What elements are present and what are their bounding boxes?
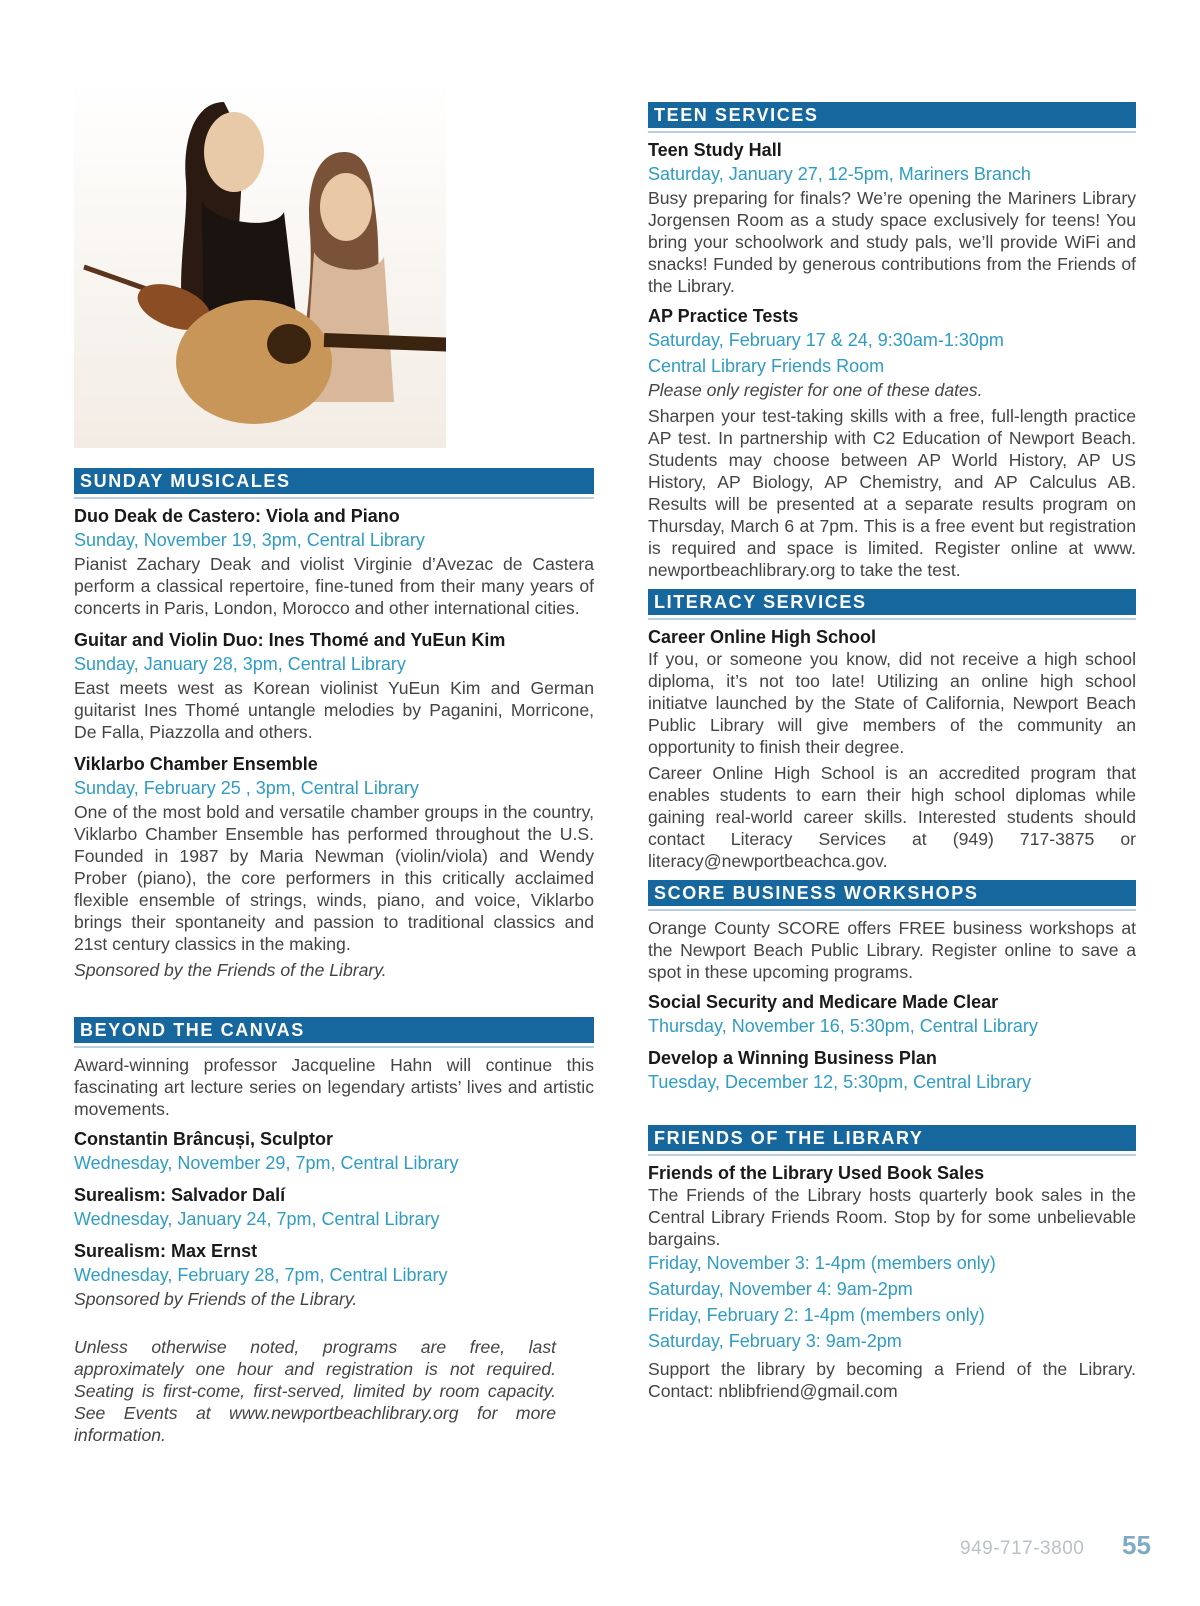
event-location: Central Library Friends Room: [648, 356, 885, 376]
event-date: Sunday, November 19, 3pm, Central Library: [74, 530, 425, 550]
event-description: Career Online High School is an accredited program that enables students to earn their high school diplomas while gaining real-world career skills. Interested students should contact Literacy Services at (949) 717-3875 or literacy@newportbeachca.gov.: [648, 763, 1136, 871]
event-date: Wednesday, January 24, 7pm, Central Library: [74, 1209, 440, 1229]
event-date: Sunday, February 25 , 3pm, Central Library: [74, 778, 419, 798]
programs-note: Unless otherwise noted, programs are free, last approximately one hour and registration is not required. Seating is first-come, first-served, limited by room capacity. See Events at www.newportbeachlibrary.org for more information.: [74, 1337, 556, 1445]
event-description: Busy preparing for finals? We’re opening the Mariners Library Jorgensen Room as a study space exclusively for teens! You bring your schoolwork and study pals, we’ll provide WiFi and snacks! Funded by generous contributions from the Friends of the Library.: [648, 188, 1136, 296]
event-date: Tuesday, December 12, 5:30pm, Central Library: [648, 1072, 1032, 1092]
event-title: Guitar and Violin Duo: Ines Thomé and YuEun Kim: [74, 630, 506, 650]
event-title: Develop a Winning Business Plan: [648, 1048, 937, 1068]
sale-date: Friday, November 3: 1-4pm (members only): [648, 1253, 996, 1273]
event-title: Surealism: Salvador Dalí: [74, 1185, 286, 1205]
section-intro: Orange County SCORE offers FREE business workshops at the Newport Beach Public Library. Register online to save a spot in these upcoming programs.: [648, 918, 1136, 982]
sponsor-note: Sponsored by the Friends of the Library.: [74, 960, 387, 980]
sale-date: Saturday, February 3: 9am-2pm: [648, 1331, 902, 1351]
sponsor-note: Sponsored by Friends of the Library.: [74, 1289, 358, 1309]
event-description: Pianist Zachary Deak and violist Virginie d’Avezac de Castera perform a classical repertoire, fine-tuned from their many years of concerts in Paris, London, Morocco and other international cities.: [74, 554, 594, 618]
section-header-sunday-musicales: SUNDAY MUSICALES: [74, 468, 594, 497]
event-date: Saturday, January 27, 12-5pm, Mariners Branch: [648, 164, 1031, 184]
event-title: Duo Deak de Castero: Viola and Piano: [74, 506, 400, 526]
support-note: Support the library by becoming a Friend of the Library. Contact: nblibfriend@gmail.com: [648, 1359, 1136, 1401]
event-date: Wednesday, February 28, 7pm, Central Library: [74, 1265, 448, 1285]
event-date: Thursday, November 16, 5:30pm, Central Library: [648, 1016, 1038, 1036]
event-title: Career Online High School: [648, 627, 877, 647]
event-title: Friends of the Library Used Book Sales: [648, 1163, 985, 1183]
right-column: [648, 0, 1136, 1402]
event-description: One of the most bold and versatile chamber groups in the country, Viklarbo Chamber Ensemble has performed throughout the U.S. Founded in 1987 by Maria Newman (violin/viola) and Wendy Prober (piano), the core performers in this critically acclaimed flexible ensemble of strings, winds, piano, and voice, Viklarbo brings their spontaneity and passion to traditional classics and 21st century classics in the making.: [74, 802, 594, 954]
sale-date: Friday, February 2: 1-4pm (members only): [648, 1305, 985, 1325]
section-header-score-business-workshops: SCORE BUSINESS WORKSHOPS: [648, 880, 1136, 909]
sale-date: Saturday, November 4: 9am-2pm: [648, 1279, 913, 1299]
event-title: Constantin Brâncuși, Sculptor: [74, 1129, 334, 1149]
event-description: Sharpen your test-taking skills with a free, full-length practice AP test. In partnership with C2 Education of Newport Beach. Students may choose between AP World History, AP US History, AP Biology, AP Chemistry, and AP Calculus AB. Results will be presented at a separate results program on Thursday, March 6 at 7pm. This is a free event but registration is required and space is limited. Register online at www. newportbeachlibrary.org to take the test.: [648, 406, 1136, 580]
left-column: [74, 0, 594, 1446]
event-description: The Friends of the Library hosts quarterly book sales in the Central Library Friends Room. Stop by for some unbelievable bargains.: [648, 1185, 1136, 1249]
section-header-beyond-the-canvas: BEYOND THE CANVAS: [74, 1017, 594, 1046]
event-date: Sunday, January 28, 3pm, Central Library: [74, 654, 406, 674]
event-title: Surealism: Max Ernst: [74, 1241, 258, 1261]
event-date: Wednesday, November 29, 7pm, Central Library: [74, 1153, 459, 1173]
section-header-literacy-services: LITERACY SERVICES: [648, 589, 1136, 618]
footer-phone: 949-717-3800: [960, 1538, 1085, 1559]
section-header-teen-services: TEEN SERVICES: [648, 102, 1136, 131]
event-title: AP Practice Tests: [648, 306, 799, 326]
section-intro: Award-winning professor Jacqueline Hahn will continue this fascinating art lecture series on legendary artists’ lives and artistic movements.: [74, 1055, 594, 1119]
page-number: 55: [1122, 1530, 1151, 1560]
event-description: East meets west as Korean violinist YuEun Kim and German guitarist Ines Thomé untangle melodies by Paganini, Morricone, De Falla, Piazzolla and others.: [74, 678, 594, 742]
event-title: Teen Study Hall: [648, 140, 782, 160]
event-date: Saturday, February 17 & 24, 9:30am-1:30pm: [648, 330, 1004, 350]
event-note: Please only register for one of these dates.: [648, 380, 983, 400]
section-header-friends-of-the-library: FRIENDS OF THE LIBRARY: [648, 1125, 1136, 1154]
event-description: If you, or someone you know, did not receive a high school diploma, it’s not too late! Utilizing an online high school initiatve launched by the State of California, Newport Beach Public Library will give members of the community an opportunity to finish their degree.: [648, 649, 1136, 757]
event-title: Social Security and Medicare Made Clear: [648, 992, 999, 1012]
event-title: Viklarbo Chamber Ensemble: [74, 754, 318, 774]
